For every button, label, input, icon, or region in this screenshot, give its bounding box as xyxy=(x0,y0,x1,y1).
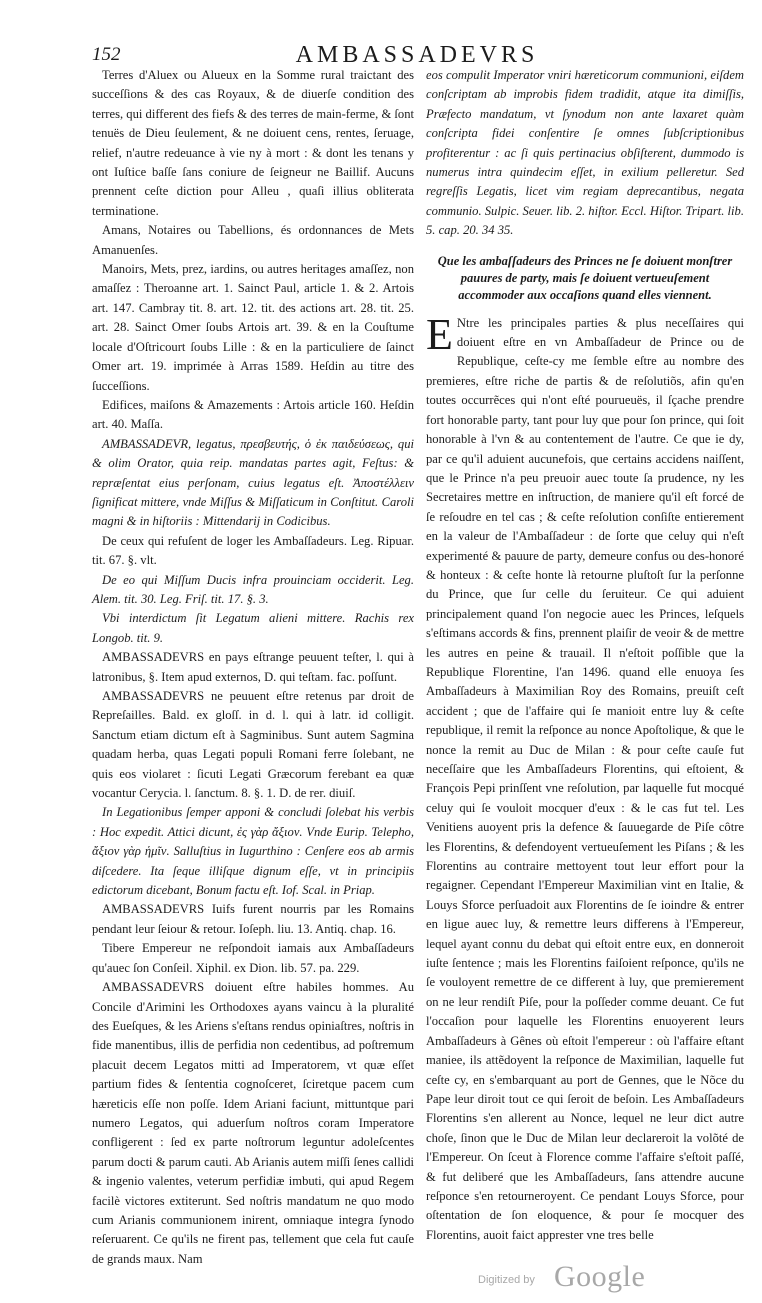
right-column xyxy=(426,66,744,1245)
running-title: AMBASSADEVRS xyxy=(295,42,539,68)
entry-interdictum: Vbi interdictum ſit Legatum alieni mittere. Rachis rex Longob. tit. 9. xyxy=(92,611,414,645)
entry-habiles-hommes: AMBASSADEVRS doiuent eſtre habiles hommes. Au Concile d'Arimini les Orthodoxes ayans vaincu à la pluralité des Eueſques, & les Ariens s'eſtans rendus opiniaſtres, noſtris in fide manentibus, illis de perfidia non cedentibus, ad poſtremum placuit decem Legatos mitti ad Imperatorem, vt quæ eſſet partium fides & ſententia cognoſceret, ſciretque pacem cum hæreticis eſſe non poſſe. Idem Ariani faciunt, mittuntque pari numero Legatos, qui aduerſum noſtros coram Imperatore confligerent : ſed ex parte noſtrorum leguntur adoleſcentes parum docti & parum cauti. Ab Arianis autem miſſi ſenes callidi & ingenio valentes, veterum perfidiæ imbuti, qui apud Regem facilè victores extiterunt. Sed noſtris mandatum ne quo modo cum Arianis communionem inirent, omniaque integra ſynodo reſeruarent. Ce qu'ils ne firent pas, tellement que cela fut cauſe de grands maux. Nam xyxy=(92,980,414,1266)
section-body xyxy=(426,309,744,1246)
entry-tibere: Tibere Empereur ne reſpondoit iamais aux Ambaſſadeurs qu'auec ſon Conſeil. Xiphil. ex Dion. lib. 57. pa. 229. xyxy=(92,941,414,975)
entry-missum-ducis: De eo qui Miſſum Ducis infra prouinciam occiderit. Leg. Alem. tit. 30. Leg. Friſ. tit. 17. §. 3. xyxy=(92,572,414,606)
section-body-text: Ntre les principales parties & plus neceſſaires qui doiuent eſtre en vn Ambaſſadeur de Prince ou de Republique, ceſte-cy me ſemble eſtre au nombre des premieres, eſtre riche de partis & de reſolutiõs, afin qu'en toutes occurrẽces qui n'ont eſté pourueuës, il ſçache prendre fort honorable party, tant pour luy que pour ſon prince, qui ſoit honorable à l'vn & au contentement de l'autre. Ce que ie dy, par ce qu'il aduient aucunefois, que certains accidens naiſſent, que le Prince n'a peu preuoir auec toute ſa prudence, ny les Secretaires mettre en inſtruction, de maniere qu'il eſt forcé de ſe reſoudre en tel cas ; & ceſte reſolution conſiſte entierement en la valeur de l'Ambaſſadeur : de ſorte que celuy qui n'eſt experimenté & pauure de party, demeure confus ou des-honoré & honteux : & ceſte honte là retourne pluſtoſt ſur la perſonne du Prince, que ſur celle du ſeruiteur. Ce qui aduient principalement quand l'on negocie auec les Princes, leſquels s'eſtimans accords & fins, prennent plaiſir de veoir & de mettre les autres en peine & trauail. Il n'eſtoit poſſible que la Republique Florentine, l'an 1496. quand elle enuoya ſes Ambaſſadeurs à Maximilian Roy des Romains, preuiſt ceſt accident ; que de l'affaire qui ſe manioit entre luy & ceſte republique, il remit la reſponce au nonce Apoſtolique, & que le nonce la remit au Duc de Milan : & pour ceſte cauſe fut neceſſaire que les Ambaſſadeurs Florentins, qui eſtoient, & François Pepi prinſſent vne reſolution, par laquelle fut mocqué celuy qui ſe vouloit mocquer d'eux : & le cas fut tel. Les Venitiens auoyent pris la defence & ſauuegarde de Piſe côtre les Florentins, & defendoyent vertueuſement les Piſans ; & les Florentins au contraire mettoyent tout leur effort pour la regaigner. Cependant l'Empereur Maximilian vint en Italie, & Louys Sforce perſuadoit aux Florentins de ſe ioindre & entrer en ligue auec luy, & remettre leurs differens à l'Empereur, lequel ayant connu du debat qui eſtoit entre eux, en donneroit iuſte ſentence ; mais les Florentins faiſoient reſponce, qu'ils ne ſe vouloyent remettre de ce different à luy, que premierement on ne leur rendiſt Piſe, pour la poſſeder comme deuant. Ce fut l'occaſion pour laquelle les Florentins enuoyerent leurs Ambaſſadeurs à Gênes où eſtoit l'empereur : où l'affaire eſtant maniee, ils attẽdoyent la reſponce de Maximilian, laquelle fut ceſte cy, en s'embarquant au port de Gennes, que le Nõce du Pape leur diroit tout ce qui ſeroit de beſoin. Les Ambaſſadeurs Florentins s'en allerent au Nonce, lequel ne leur dict autre choſe, ſinon que le Duc de Milan leur declareroit la volõté de l'Empereur. On ſceut à Florence comme l'affaire s'eſtoit paſſé, & fut deliberé que les Ambaſſadeurs, ſans attendre aucune reſponce s'en retourneroyent. Ce pendant Louys Sforce, pour oſtentation de ſon eloquence, & pour ſe mocquer des Florentins, auoit faict apprester vne tres belle xyxy=(426,315,744,1242)
left-column xyxy=(92,66,414,1269)
entry-amans: Amans, Notaires ou Tabellions, és ordonnances de Mets Amanuenſes. xyxy=(92,223,414,257)
entry-edifices: Edifices, maiſons & Amazements : Artois article 160. Heſdin art. 40. Maſſa. xyxy=(92,397,414,432)
entry-aluex: Terres d'Aluex ou Alueux en la Somme rural traictant des succeſſions & des cas Royaux, & de diuerſe condition des terres, qui different des fiefs & des terres de main-ferme, & ſont tenuës de Dieu ſeulement, & ne doiuent cens, rentes, ſeruage, relief, n'autre redeuance à vie ny à mort : & dont les tenans y ont Iuſtice baſſe ſans coniure de ſeigneur ne Baillif. Aucuns prennent ceſte diction pour Alleu , quaſi illius obliterata terminatione. xyxy=(92,68,414,218)
digitized-watermark xyxy=(478,1262,738,1294)
page-number: 152 xyxy=(92,44,121,65)
drop-cap: E xyxy=(426,309,453,359)
entry-iuifs: AMBASSADEVRS Iuifs furent nourris par les Romains pendant leur ſeiour & retour. Ioſeph. liu. 13. Antiq. chap. 16. xyxy=(92,902,414,936)
watermark-label: Digitized by xyxy=(478,1274,535,1286)
section-heading: Que les ambaſſadeurs des Princes ne ſe doiuent monſtrer pauures de party, mais ſe doiuent vertueuſement accommoder aux occaſions quand elles viennent. xyxy=(437,253,733,302)
entry-manoirs: Manoirs, Mets, prez, iardins, ou autres heritages amaſſez, non amaſſez : Theroanne art. 1. Sainct Paul, article 1. & 2. Artois art. 147. Cambray tit. 8. art. 12. tit. des actions art. 28. tit. 25. art. 28. Sainct Omer ſoubs Artois art. 39. & en la Couſtume locale d'Oſtricourt ſoubs Lille : & en la particuliere de ſainct Omer art. 19. imprimée à Arras 1589. Heſdin au titre des ſucceſſions. xyxy=(92,262,414,393)
entry-ambassadeur-legatus: AMBASSADEVR, legatus, πρεσβευτής, ὁ ἐκ παιδεύσεως, qui & olim Orator, quia reip. mandatas partes agit, Feſtus: & repræſentat eius perſonam, cuius legatus eſt. Ἀποστέλλειν ſignificat mittere, vnde Miſſus & Miſſaticum in Conſtitut. Caroli magni & in hiſtoriis : Mittendarij in Codicibus. xyxy=(92,436,414,529)
entry-legationibus: In Legationibus ſemper apponi & concludi ſolebat his verbis : Hoc expedit. Attici dicunt, ἐς γὰρ ἄξιον. Vnde Eurip. Telepho, ἄξιον γὰρ ἡμῖν. Salluſtius in Iugurthino : Cenſere eos ab armis diſcedere. Ita ſeque illiſque dignum eſſe, vt in principiis edictorum dicebant, Bonum factu eſt. Iof. Scal. in Priap. xyxy=(92,805,414,898)
entry-tester: AMBASSADEVRS en pays eſtrange peuuent teſter, l. qui à latronibus, §. Item apud externos, D. qui teſtam. fac. poſſunt. xyxy=(92,650,414,684)
entry-represailles: AMBASSADEVRS ne peuuent eſtre retenus par droit de Repreſailles. Bald. ex gloſſ. in d. l. qui à latr. id colligit. Sanctum etiam dictum eſt à Sagminibus. Sunt autem Sagmina quadam herba, quas Legati populi Romani ferre ſolebant, ne quis eos violaret : ſicuti Legati Græcorum ferebant ea quæ vocantur Cerycia. l. ſanctum. 8. §. 1. D. de rer. diuiſ. xyxy=(92,689,414,801)
google-logo: Google xyxy=(554,1260,646,1293)
entry-refus-loger: De ceux qui refuſent de loger les Ambaſſadeurs. Leg. Ripuar. tit. 67. §. vlt. xyxy=(92,533,414,568)
latin-continuation: eos compulit Imperator vniri hæreticorum communioni, eiſdem conſcriptam ab improbis fidem tradidit, atque ita dimiſſis, Præfecto mandatum, vt ſynodum non ante laxaret quàm conſcripta fidei conſentire ſe omnes ſubſcriptionibus profiterentur : ac ſi quis pertinacius obſiſterent, dummodo is numerus intra quindecim eſſet, in exilium pelleretur. Sed regreſſis Legatis, licet vim regiam deprecantibus, negata communio. Sulpic. Seuer. lib. 2. hiſtor. Eccl. Hiſtor. Tripart. lib. 5. cap. 20. 34 35. xyxy=(426,68,744,238)
